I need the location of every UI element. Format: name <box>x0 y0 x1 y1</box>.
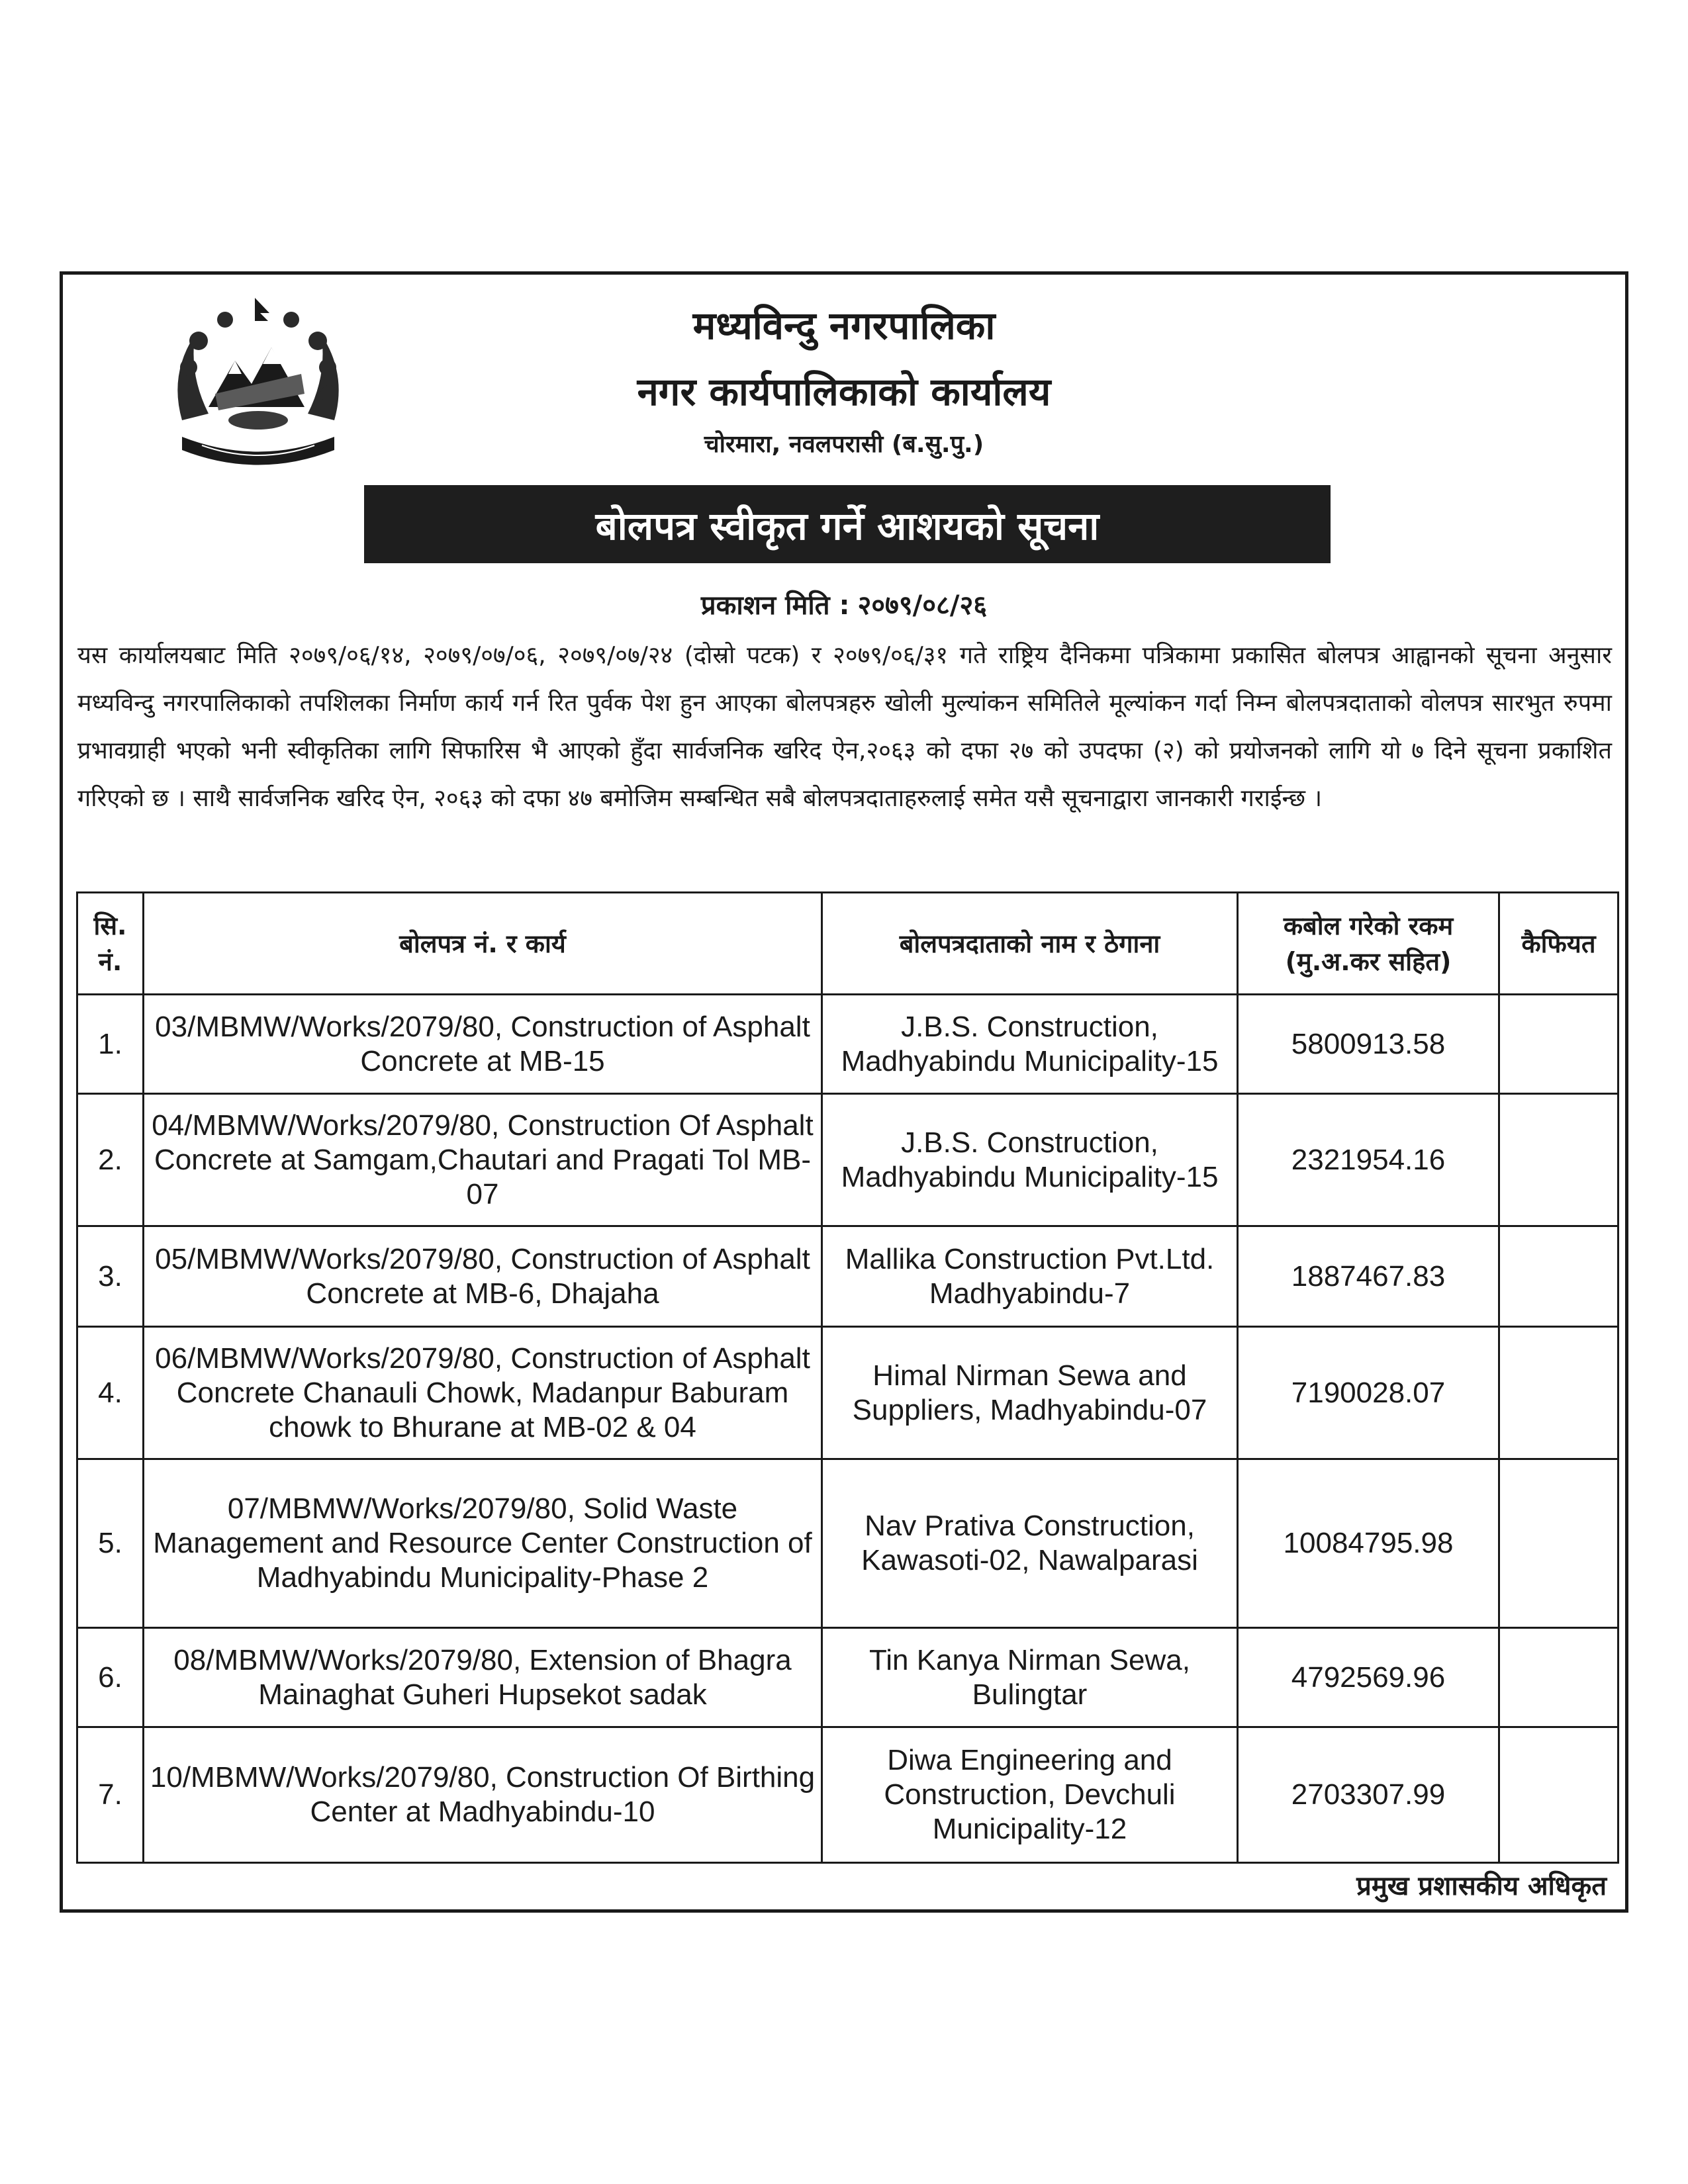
bid-table <box>76 891 1619 1864</box>
cell-work: 10/MBMW/Works/2079/80, Construction Of Birthing Center at Madhyabindu-10 <box>144 1727 822 1863</box>
cell-sn: 4. <box>77 1327 144 1459</box>
cell-remarks <box>1499 1226 1618 1327</box>
cell-amount: 2321954.16 <box>1238 1094 1499 1226</box>
cell-work: 07/MBMW/Works/2079/80, Solid Waste Management and Resource Center Construction of Madhyabindu Municipality-Phase 2 <box>144 1459 822 1628</box>
cell-amount: 4792569.96 <box>1238 1628 1499 1727</box>
table-header-row <box>77 893 1618 995</box>
col-header-amount-line1: कबोल गरेको रकम <box>1283 911 1454 940</box>
cell-work: 04/MBMW/Works/2079/80, Construction Of Asphalt Concrete at Samgam,Chautari and Pragati Tol MB-07 <box>144 1094 822 1226</box>
cell-bidder: J.B.S. Construction, Madhyabindu Municipality-15 <box>822 995 1238 1094</box>
table-row <box>77 1094 1618 1226</box>
cell-remarks <box>1499 1628 1618 1727</box>
table-row <box>77 1327 1618 1459</box>
col-header-remarks: कैफियत <box>1499 893 1618 995</box>
table-row <box>77 1226 1618 1327</box>
publication-date <box>63 586 1625 622</box>
cell-amount: 2703307.99 <box>1238 1727 1499 1863</box>
cell-amount: 5800913.58 <box>1238 995 1499 1094</box>
cell-amount: 10084795.98 <box>1238 1459 1499 1628</box>
office-name: नगर कार्यपालिकाको कार्यालय <box>637 369 1051 414</box>
table-row <box>77 1628 1618 1727</box>
cell-bidder: Himal Nirman Sewa and Suppliers, Madhyabindu-07 <box>822 1327 1238 1459</box>
table-row <box>77 995 1618 1094</box>
publication-date-value: २०७९/०८/२६ <box>857 590 988 621</box>
cell-remarks <box>1499 1327 1618 1459</box>
cell-sn: 5. <box>77 1459 144 1628</box>
cell-work: 03/MBMW/Works/2079/80, Construction of Asphalt Concrete at MB-15 <box>144 995 822 1094</box>
cell-remarks <box>1499 995 1618 1094</box>
cell-work: 05/MBMW/Works/2079/80, Construction of Asphalt Concrete at MB-6, Dhajaha <box>144 1226 822 1327</box>
table-row <box>77 1459 1618 1628</box>
col-header-bidder: बोलपत्रदाताको नाम र ठेगाना <box>822 893 1238 995</box>
notice-title-text: बोलपत्र स्वीकृत गर्ने आशयको सूचना <box>595 503 1100 549</box>
cell-bidder: J.B.S. Construction, Madhyabindu Municipality-15 <box>822 1094 1238 1226</box>
col-header-work: बोलपत्र नं. र कार्य <box>144 893 822 995</box>
publication-date-label: प्रकाशन मिति : <box>700 590 850 621</box>
cell-work: 08/MBMW/Works/2079/80, Extension of Bhagra Mainaghat Guheri Hupsekot sadak <box>144 1628 822 1727</box>
org-name: मध्यविन्दु नगरपालिका <box>692 303 996 348</box>
table-row <box>77 1727 1618 1863</box>
col-header-sn: सि. नं. <box>77 893 144 995</box>
cell-remarks <box>1499 1459 1618 1628</box>
cell-amount: 1887467.83 <box>1238 1226 1499 1327</box>
cell-sn: 1. <box>77 995 144 1094</box>
cell-work: 06/MBMW/Works/2079/80, Construction of Asphalt Concrete Chanauli Chowk, Madanpur Baburam chowk to Bhurane at MB-02 & 04 <box>144 1327 822 1459</box>
cell-bidder: Mallika Construction Pvt.Ltd. Madhyabindu-7 <box>822 1226 1238 1327</box>
cell-sn: 6. <box>77 1628 144 1727</box>
cell-sn: 3. <box>77 1226 144 1327</box>
cell-sn: 7. <box>77 1727 144 1863</box>
signature-chief-admin-officer: प्रमुख प्रशासकीय अधिकृत <box>1356 1871 1607 1901</box>
notice-body-text: यस कार्यालयबाट मिति २०७९/०६/१४, २०७९/०७/०६, २०७९/०७/२४ (दोस्रो पटक) र २०७९/०६/३१ गते राष्ट्रिय दैनिकमा पत्रिकामा प्रकासित बोलपत्र आह्वानको सूचना अनुसार मध्यविन्दु नगरपालिकाको तपशिलका निर्माण कार्य गर्न रित पुर्वक पेश हुन आएका बोलपत्रहरु खोली मुल्यांकन समितिले मूल्यांकन गर्दा निम्न बोलपत्रदाताको वोलपत्र सारभुत रुपमा प्रभावग्राही भएको भनी स्वीकृतिका लागि सिफारिस भै आएको हुँदा सार्वजनिक खरिद ऐन,२०६३ को दफा २७ को उपदफा (२) को प्रयोजनको लागि यो ७ दिने सूचना प्रकाशित गरिएको छ । साथै सार्वजनिक खरिद ऐन, २०६३ को दफा ४७ बमोजिम सम्बन्धित सबै बोलपत्रदाताहरुलाई समेत यसै सूचनाद्वारा जानकारी गराईन्छ । <box>77 642 1612 812</box>
cell-amount: 7190028.07 <box>1238 1327 1499 1459</box>
office-address: चोरमारा, नवलपरासी (ब.सु.पु.) <box>704 431 984 458</box>
cell-sn: 2. <box>77 1094 144 1226</box>
cell-bidder: Diwa Engineering and Construction, Devchuli Municipality-12 <box>822 1727 1238 1863</box>
cell-bidder: Tin Kanya Nirman Sewa, Bulingtar <box>822 1628 1238 1727</box>
notice-frame <box>60 271 1628 1913</box>
notice-title <box>364 485 1331 563</box>
cell-bidder: Nav Prativa Construction, Kawasoti-02, Nawalparasi <box>822 1459 1238 1628</box>
cell-remarks <box>1499 1094 1618 1226</box>
cell-remarks <box>1499 1727 1618 1863</box>
col-header-amount <box>1238 893 1499 995</box>
col-header-amount-line2: (मु.अ.कर सहित) <box>1285 946 1452 976</box>
